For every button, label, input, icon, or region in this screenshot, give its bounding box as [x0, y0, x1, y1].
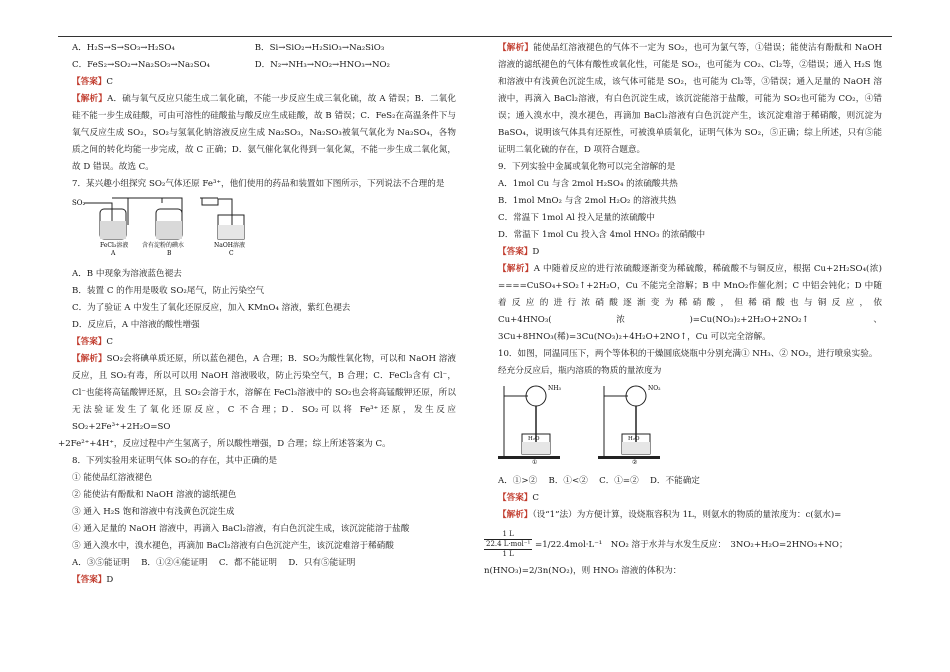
q7-option-b: B．装置 C 的作用是吸收 SO₂尾气，防止污染空气 — [72, 286, 265, 296]
flask-1 — [526, 386, 546, 406]
q8-statement-4: ④ 通入足量的 NaOH 溶液中，再滴入 BaCl₂溶液，有白色沉淀生成，该沉淀能溶于盐酸 — [72, 524, 410, 534]
answer-tag: 【答案】 — [498, 247, 533, 257]
q7-fig-so2-label: SO₂ — [72, 199, 86, 207]
q6-option-d: D．N₂→NH₃→NO₂→HNO₃→NO₂ — [254, 60, 390, 70]
q6-option-a: A．H₂S→S→SO₃→H₂SO₄ — [72, 43, 175, 53]
analysis-tag: 【解析】 — [498, 43, 534, 53]
q10-analysis-text: （设“1”法）为方便计算，设烧瓶容积为 1L，则氨水的物质的量浓度为：c(氨水)= — [532, 510, 842, 520]
beaker-1-water — [522, 442, 550, 454]
q8-analysis — [484, 40, 882, 159]
q9-analysis — [484, 261, 882, 346]
q7-analysis — [58, 351, 456, 436]
q9-stem: 9．下列实验中金属或氧化物可以完全溶解的是 — [498, 162, 676, 172]
q7-option-d: D．反应后，A 中溶液的酸性增强 — [72, 320, 200, 330]
q10-answer-value: C — [532, 493, 539, 503]
q9-answer — [484, 244, 882, 261]
q7-answer-value: C — [106, 337, 113, 347]
stand-base-1 — [498, 456, 560, 459]
beaker-2-water — [622, 442, 650, 454]
q10-frac-den: 1 L — [502, 550, 514, 558]
q8-statement-5: ⑤ 通入溴水中，溴水褪色，再滴加 BaCl₂溶液有白色沉淀产生，该沉淀难溶于稀硝酸 — [72, 541, 394, 551]
q8-options: A．③⑤能证明 B．①②④能证明 C．都不能证明 D．只有⑤能证明 — [72, 558, 356, 568]
q7-fig-c-letter: C — [229, 250, 234, 257]
answer-tag: 【答案】 — [72, 575, 107, 585]
q10-fig-gas2: NO₂ — [648, 385, 661, 392]
q9-option-d: D．常温下 1mol Cu 投入含 4mol HNO₃ 的浓硝酸中 — [498, 230, 706, 240]
q10-answer — [484, 490, 882, 507]
q7-fig-b-letter: B — [167, 250, 172, 257]
q10-last-line: n(HNO₃)=2/3n(NO₂)，则 HNO₃ 溶液的体积为： — [484, 566, 682, 576]
q8-statement-1: ① 能使品红溶液褪色 — [72, 473, 153, 483]
q6-options-row1 — [58, 40, 456, 57]
q9-analysis-text: A 中随着反应的进行浓硫酸逐渐变为稀硫酸，稀硫酸不与铜反应，根据 Cu+2H₂SO₄(浓) ====CuSO₄+SO₂↑+2H₂O，Cu 不能完全溶解；B 中 MnO₂作催化剂；C 中铝会钝化；D 中随着反应的进行浓硝酸逐渐变为稀硝酸，但稀硝酸也与铜反应，依 Cu+4HNO₃(浓)=Cu(NO₃)₂+2H₂O+2NO₂↑、3Cu+8HNO₃(稀)=3Cu(NO₃)₂+4H₂O+2NO↑，Cu 可以完全溶解。 — [498, 264, 882, 342]
q7-fig-c-label: NaOH溶液 — [214, 242, 245, 249]
q10-fig-gas1: NH₃ — [548, 385, 561, 392]
q8-stem: 8．下列实验用来证明气体 SO₂的存在，其中正确的是 — [72, 456, 278, 466]
q10-fig-water1: H₂O — [528, 436, 540, 442]
q10-frac-mid: 22.4 L·mol⁻¹ — [486, 540, 531, 548]
q10-substem: 经充分反应后，瓶内溶质的物质的量浓度为 — [498, 366, 662, 376]
bottle-b-liquid — [156, 221, 182, 239]
q7-option-a: A．B 中现象为溶液蓝色褪去 — [72, 269, 182, 279]
q6-options-row2 — [58, 57, 456, 74]
q7-analysis-text: SO₂会将碘单质还原，所以蓝色褪色，A 合理；B．SO₂为酸性氧化物，可以和 NaOH 溶液反应，且 SO₂有毒，所以可以用 NaOH 溶液吸收，防止污染空气，B 合理；C．FeCl₃含有 Cl⁻，Cl⁻也能将高锰酸钾还原，且 SO₂会溶于水，溶解在 FeCl₃溶液中的 SO₂也会将高锰酸钾还原，所以无法验证发生了氧化还原反应，C 不合理；D．SO₂可以将 Fe³⁺还原，发生反应 SO₂+2Fe³⁺+2H₂O=SO — [72, 354, 456, 432]
q9-option-b: B．1mol MnO₂ 与含 2mol H₂O₂ 的溶液共热 — [498, 196, 677, 206]
q7-fig-b-label: 含有淀粉的碘水 — [142, 242, 185, 249]
q6-answer — [58, 74, 456, 91]
q7-apparatus-figure — [72, 195, 456, 264]
q10-equation-text: =1/22.4mol·L⁻¹ NO₂ 溶于水并与水发生反应： 3NO₂+H₂O=2HNO₃+NO； — [535, 540, 848, 550]
q10-stem: 10．如图，同温同压下，两个等体积的干燥圆底烧瓶中分别充满① NH₃、② NO₂，进行喷泉实验。 — [498, 349, 878, 359]
q8-answer — [58, 572, 456, 589]
q10-fig-water2: H₂O — [628, 436, 640, 442]
analysis-tag: 【解析】 — [498, 264, 534, 274]
q9-option-a: A．1mol Cu 与含 2mol H₂SO₄ 的浓硫酸共热 — [498, 179, 678, 189]
q10-analysis — [484, 507, 882, 524]
left-column — [58, 40, 456, 589]
q10-fig-n2: ② — [632, 459, 638, 464]
answer-tag: 【答案】 — [72, 337, 107, 347]
q8-analysis-text: 能使品红溶液褪色的气体不一定为 SO₂，也可为氯气等，①错误；能使沾有酚酞和 NaOH 溶液的滤纸褪色的气体有酸性或氧化性，可能是 SO₂，也可能为 CO₂、Cl₂等，②错误；通入 H₂S 饱和溶液中有浅黄色沉淀生成，该气体可能是 SO₂，也可能为 Cl₂等，③错误；通入足量的 NaOH 溶液中，再滴入 BaCl₂溶液，有白色沉淀生成，该沉淀能溶于盐酸，可能为 SO₂也可能为 CO₂，④错误；通入溴水中，溴水褪色，再滴加 BaCl₂溶液有白色沉淀产生，该沉淀难溶于稀硝酸，则沉淀为 BaSO₄，说明该气体具有还原性，可被溴单质氧化，证明气体为 SO₂，⑤正确；综上所述，只有⑤能证明二氧化硫的存在，D 项符合题意。 — [498, 43, 882, 155]
q6-option-c: C．FeS₂→SO₂→Na₂SO₃→Na₂SO₄ — [72, 60, 210, 70]
answer-tag: 【答案】 — [498, 493, 533, 503]
header-rule — [58, 36, 892, 37]
q10-options: A．①>② B．①<② C．①=② D．不能确定 — [498, 476, 700, 486]
beaker-c-liquid — [218, 225, 244, 239]
q6-option-b: B．Si→SiO₂→H₂SiO₃→Na₂SiO₃ — [254, 43, 385, 53]
q7-analysis-continued: +2Fe²⁺+4H⁺，反应过程中产生氢离子，所以酸性增强，D 合理；综上所述答案为 C。 — [58, 439, 391, 449]
q10-fraction — [484, 530, 532, 559]
flask-2 — [626, 386, 646, 406]
q10-equation — [484, 530, 882, 559]
q9-option-c: C．常温下 1mol Al 投入足量的浓硫酸中 — [498, 213, 655, 223]
analysis-tag: 【解析】 — [72, 94, 108, 104]
q10-fountain-figure — [498, 382, 882, 471]
stand-base-2 — [598, 456, 660, 459]
analysis-tag: 【解析】 — [498, 510, 533, 520]
q9-answer-value: D — [532, 247, 540, 257]
q6-analysis — [58, 91, 456, 176]
q7-answer — [58, 334, 456, 351]
q6-analysis-text: A．硫与氧气反应只能生成二氧化硫，不能一步反应生成三氧化硫，故 A 错误；B．二氧化硅不能一步生成硅酸，可由可溶性的硅酸盐与酸反应生成硅酸，故 B 错误；C．FeS₂在高温条件下与氧气反应生成 SO₂，SO₂与氢氧化钠溶液反应生成 Na₂SO₃，Na₂SO₃被氧气氧化为 Na₂SO₄，各物质之间的转化均能一步完成，故 C 正确；D．氨气催化氧化得到一氧化氮，不能一步生成二氧化氮，故 D 错误。故选 C。 — [72, 94, 456, 172]
bottle-a-liquid — [100, 221, 126, 239]
q7-option-c: C．为了验证 A 中发生了氧化还原反应，加入 KMnO₄ 溶液，紫红色褪去 — [72, 303, 351, 313]
answer-tag: 【答案】 — [72, 77, 107, 87]
right-column — [484, 40, 882, 580]
q8-answer-value: D — [106, 575, 114, 585]
q8-statement-2: ② 能使沾有酚酞和 NaOH 溶液的滤纸褪色 — [72, 490, 237, 500]
q10-fig-n1: ① — [532, 459, 538, 464]
q7-fig-a-label: FeCl₃溶液 — [100, 242, 129, 249]
q7-stem: 7．某兴趣小组探究 SO₂气体还原 Fe³⁺，他们使用的药品和装置如下图所示，下列说法不合理的是 — [72, 179, 445, 189]
analysis-tag: 【解析】 — [72, 354, 107, 364]
q6-answer-value: C — [106, 77, 113, 87]
q8-statement-3: ③ 通入 H₂S 饱和溶液中有浅黄色沉淀生成 — [72, 507, 235, 517]
q10-frac-num: 1 L — [484, 530, 532, 540]
q7-fig-a-letter: A — [111, 250, 116, 257]
